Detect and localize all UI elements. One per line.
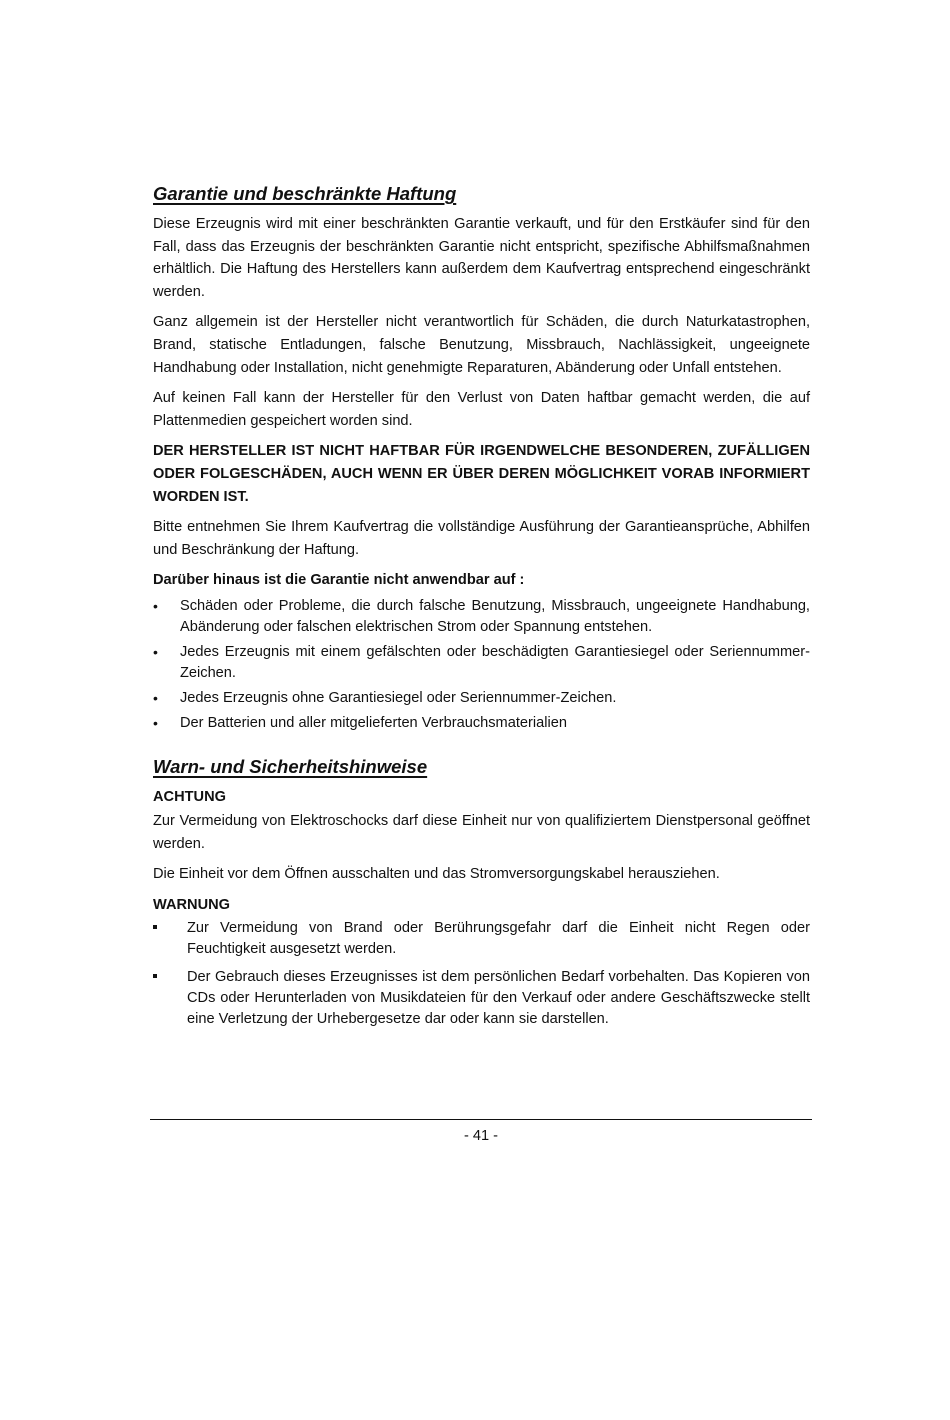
warranty-paragraph-3: Auf keinen Fall kann der Hersteller für den Verlust von Daten haftbar gemacht werden, die auf Plattenmedien gespeichert worden sind. [153, 390, 810, 429]
safety-section [153, 754, 810, 1030]
bullet-icon: • [153, 689, 158, 706]
caution-paragraph-1: Zur Vermeidung von Elektroschocks darf diese Einheit nur von qualifiziertem Dienstpersonal geöffnet werden. [153, 812, 810, 852]
footer-divider [150, 1119, 812, 1120]
page-number: - 41 - [463, 1128, 499, 1144]
list-item-text: Jedes Erzeugnis mit einem gefälschten oder beschädigten Garantiesiegel oder Seriennummer-Zeichen. [180, 643, 810, 681]
document-page [153, 181, 810, 1037]
list-item [153, 967, 810, 1030]
list-item-text: Schäden oder Probleme, die durch falsche Benutzung, Missbrauch, ungeeignete Handhabung, Abänderung oder falschen elektrischen Strom oder Spannung entstehen. [180, 597, 810, 635]
liability-disclaimer: DER HERSTELLER IST NICHT HAFTBAR FÜR IRGENDWELCHE BESONDEREN, ZUFÄLLIGEN ODER FOLGESCHÄDEN, AUCH WENN ER ÜBER DEREN MÖGLICHKEIT VORAB INFORMIERT WORDEN IST. [153, 443, 810, 505]
caution-paragraph-2: Die Einheit vor dem Öffnen ausschalten und das Stromversorgungskabel herausziehen. [153, 866, 720, 883]
warranty-reference-paragraph: Bitte entnehmen Sie Ihrem Kaufvertrag die vollständige Ausführung der Garantieansprüche, Abhilfen und Beschränkung der Haftung. [153, 519, 810, 558]
list-item [153, 918, 810, 960]
list-item-text: Jedes Erzeugnis ohne Garantiesiegel oder Seriennummer-Zeichen. [180, 689, 617, 706]
list-item-text: Der Batterien und aller mitgelieferten Verbrauchsmaterialien [180, 714, 567, 731]
list-item [153, 642, 810, 684]
warranty-paragraph-2: Ganz allgemein ist der Hersteller nicht verantwortlich für Schäden, die durch Naturkatastrophen, Brand, statische Entladungen, falsche Benutzung, Missbrauch, Nachlässigkeit, ungeeignete Handhabung oder Installation, nicht genehmigte Reparaturen, Abänderung oder Unfall entstehen. [153, 314, 810, 376]
exclusions-list [153, 596, 810, 734]
caution-label: ACHTUNG [153, 788, 226, 805]
bullet-icon: • [153, 714, 158, 731]
list-item-text: Zur Vermeidung von Brand oder Berührungsgefahr darf die Einheit nicht Regen oder Feuchtigkeit ausgesetzt werden. [187, 919, 810, 957]
warnings-list [153, 918, 810, 1030]
list-item [153, 596, 810, 638]
bullet-icon: • [153, 643, 158, 660]
safety-heading: Warn- und Sicherheitshinweise [153, 755, 428, 777]
warning-label: WARNUNG [153, 896, 231, 913]
list-item [153, 688, 810, 709]
warranty-heading: Garantie und beschränkte Haftung [153, 183, 457, 204]
list-item-text: Der Gebrauch dieses Erzeugnisses ist dem persönlichen Bedarf vorbehalten. Das Kopieren von CDs oder Herunterladen von Musikdateien für den Verkauf oder andere Geschäftszwecke stellt eine Verletzung der Urhebergesetze dar oder kann sie darstellen. [187, 968, 810, 1027]
warranty-paragraph-1: Diese Erzeugnis wird mit einer beschränkten Garantie verkauft, und für den Erstkäufer sind für den Fall, dass das Erzeugnis der beschränkten Garantie nicht entspricht, spezifische Abhilfsmaßnahmen erhältlich. Die Haftung des Herstellers kann außerdem dem Kaufvertrag entsprechend eingeschränkt werden. [153, 216, 810, 300]
square-bullet-icon [153, 925, 157, 929]
bullet-icon: • [153, 597, 158, 614]
list-item [153, 713, 810, 734]
square-bullet-icon [153, 974, 157, 978]
exclusions-intro: Darüber hinaus ist die Garantie nicht anwendbar auf : [153, 572, 525, 589]
